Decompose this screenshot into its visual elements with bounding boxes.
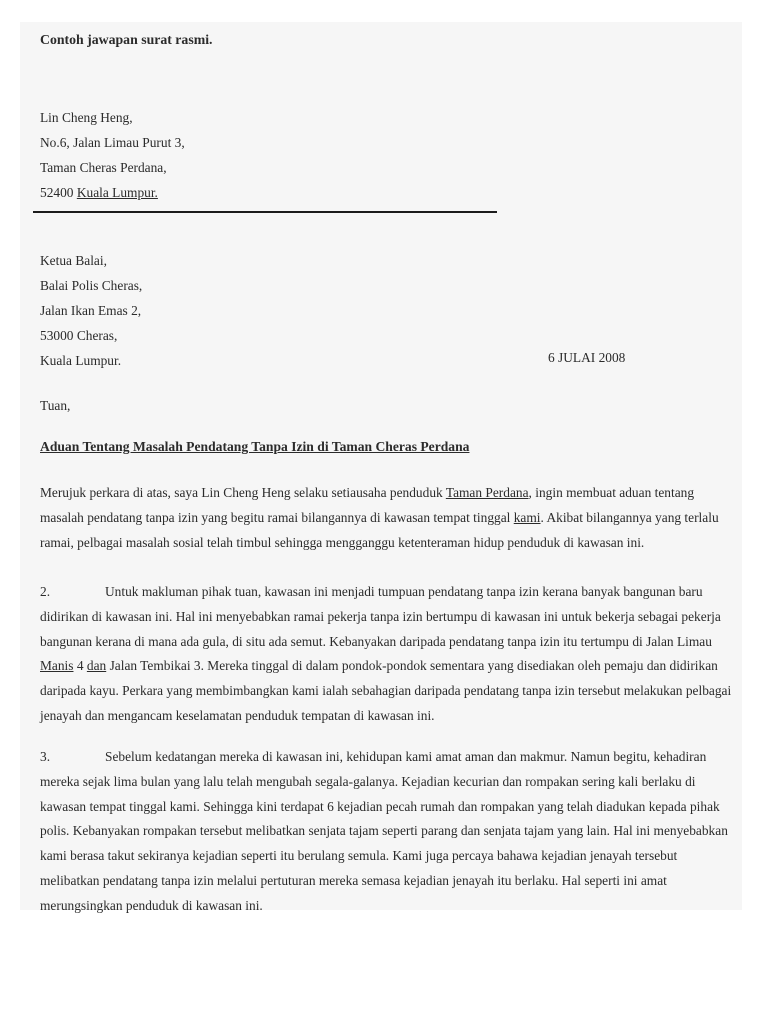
subject-line: Aduan Tentang Masalah Pendatang Tanpa Izin di Taman Cheras Perdana bbox=[40, 439, 470, 454]
paragraph-1 bbox=[40, 481, 740, 555]
text-segment: Jalan Ikan Emas 2, bbox=[40, 303, 142, 318]
sender-address bbox=[40, 105, 185, 205]
text-segment: Balai Polis Cheras, bbox=[40, 278, 143, 293]
paragraph-2-number: 2. bbox=[40, 584, 51, 599]
address-line bbox=[40, 105, 185, 130]
text-segment: Ketua Balai, bbox=[40, 253, 107, 268]
paragraph-1-body bbox=[40, 485, 719, 550]
text-segment: No.6, Jalan Limau Purut 3, bbox=[40, 135, 185, 150]
paragraph-3 bbox=[40, 745, 740, 919]
text-segment: 52400 bbox=[40, 185, 77, 200]
paragraph-2 bbox=[40, 580, 740, 729]
underlined-text: kami bbox=[513, 509, 541, 525]
underlined-text: Taman Perdana bbox=[445, 485, 529, 500]
text-segment: 4 bbox=[73, 658, 87, 674]
address-line bbox=[40, 348, 142, 373]
paragraph-2-body bbox=[40, 584, 731, 723]
address-line bbox=[40, 248, 142, 273]
text-segment: Lin Cheng Heng, bbox=[40, 110, 133, 125]
address-line bbox=[40, 130, 185, 155]
text-segment: Kuala Lumpur. bbox=[40, 353, 122, 368]
letter-page bbox=[20, 22, 742, 913]
text-segment: , ingin membuat aduan tentang masalah pendatang tanpa izin yang begitu ramai bilangannya di kawasan tempat tinggal bbox=[40, 485, 695, 525]
recipient-address bbox=[40, 248, 142, 373]
text-segment: Untuk makluman pihak tuan, kawasan ini menjadi tumpuan pendatang tanpa izin kerana banyak bangunan baru didirikan di kawasan ini. Hal ini menyebabkan ramai pekerja tanpa izin bertumpu di kawasan ini untuk bekerja sebagai pekerja bangunan kerana di mana ada gula, di situ ada semut. Kebanyakan daripada pendatang tanpa izin itu tertumpu di Jalan Limau bbox=[40, 584, 721, 649]
text-segment: Merujuk perkara di atas, saya Lin Cheng Heng selaku setiausaha penduduk bbox=[40, 485, 446, 500]
address-line bbox=[40, 273, 142, 298]
letter-title-note: Contoh jawapan surat rasmi. bbox=[40, 32, 213, 47]
text-segment: 53000 Cheras, bbox=[40, 328, 118, 343]
text-segment: Sebelum kedatangan mereka di kawasan ini, kehidupan kami amat aman dan makmur. Namun begitu, kehadiran mereka sejak lima bulan yang lalu telah mengubah segala-galanya. Kejadian kecurian dan rompakan sering kali berlaku di kawasan tempat tinggal kami. Sehingga kini terdapat 6 kejadian pecah rumah dan rompakan yang telah diadukan kepada pihak polis. Kebanyakan rompakan tersebut melibatkan senjata tajam seperti parang dan senjata tajam yang lain. Hal ini menyebabkan kami berasa takut sekiranya kejadian seperti itu berulang semula. Kami juga percaya bahawa kejadian jenayah tersebut melibatkan pendatang tanpa izin melalui pertuturan mereka semasa kejadian jenayah itu berlaku. Hal seperti ini amat merungsingkan penduduk di kawasan ini. bbox=[40, 749, 728, 913]
address-line bbox=[40, 180, 185, 205]
underlined-text: Kuala Lumpur. bbox=[76, 185, 158, 200]
text-segment: . Akibat bilangannya yang terlalu ramai, pelbagai masalah sosial telah timbul sehingga mengganggu ketenteraman hidup penduduk di kawasan ini. bbox=[40, 509, 719, 550]
salutation: Tuan, bbox=[40, 398, 71, 413]
underlined-text: Manis bbox=[40, 658, 74, 674]
paragraph-3-body bbox=[40, 749, 728, 913]
address-line bbox=[40, 323, 142, 348]
letter-date: 6 JULAI 2008 bbox=[548, 350, 626, 365]
address-divider-line bbox=[33, 211, 497, 213]
underlined-text: dan bbox=[86, 658, 107, 674]
address-line bbox=[40, 298, 142, 323]
text-segment: Taman Cheras Perdana, bbox=[40, 160, 167, 175]
text-segment: Jalan Tembikai 3. Mereka tinggal di dalam pondok-pondok sementara yang disediakan oleh pemaju dan didirikan daripada kayu. Perkara yang membimbangkan kami ialah sebahagian daripada pendatang tanpa izin tersebut melakukan pelbagai jenayah dan mengancam keselamatan penduduk tempatan di kawasan ini. bbox=[40, 658, 732, 723]
paragraph-3-number: 3. bbox=[40, 749, 51, 764]
address-line bbox=[40, 155, 185, 180]
